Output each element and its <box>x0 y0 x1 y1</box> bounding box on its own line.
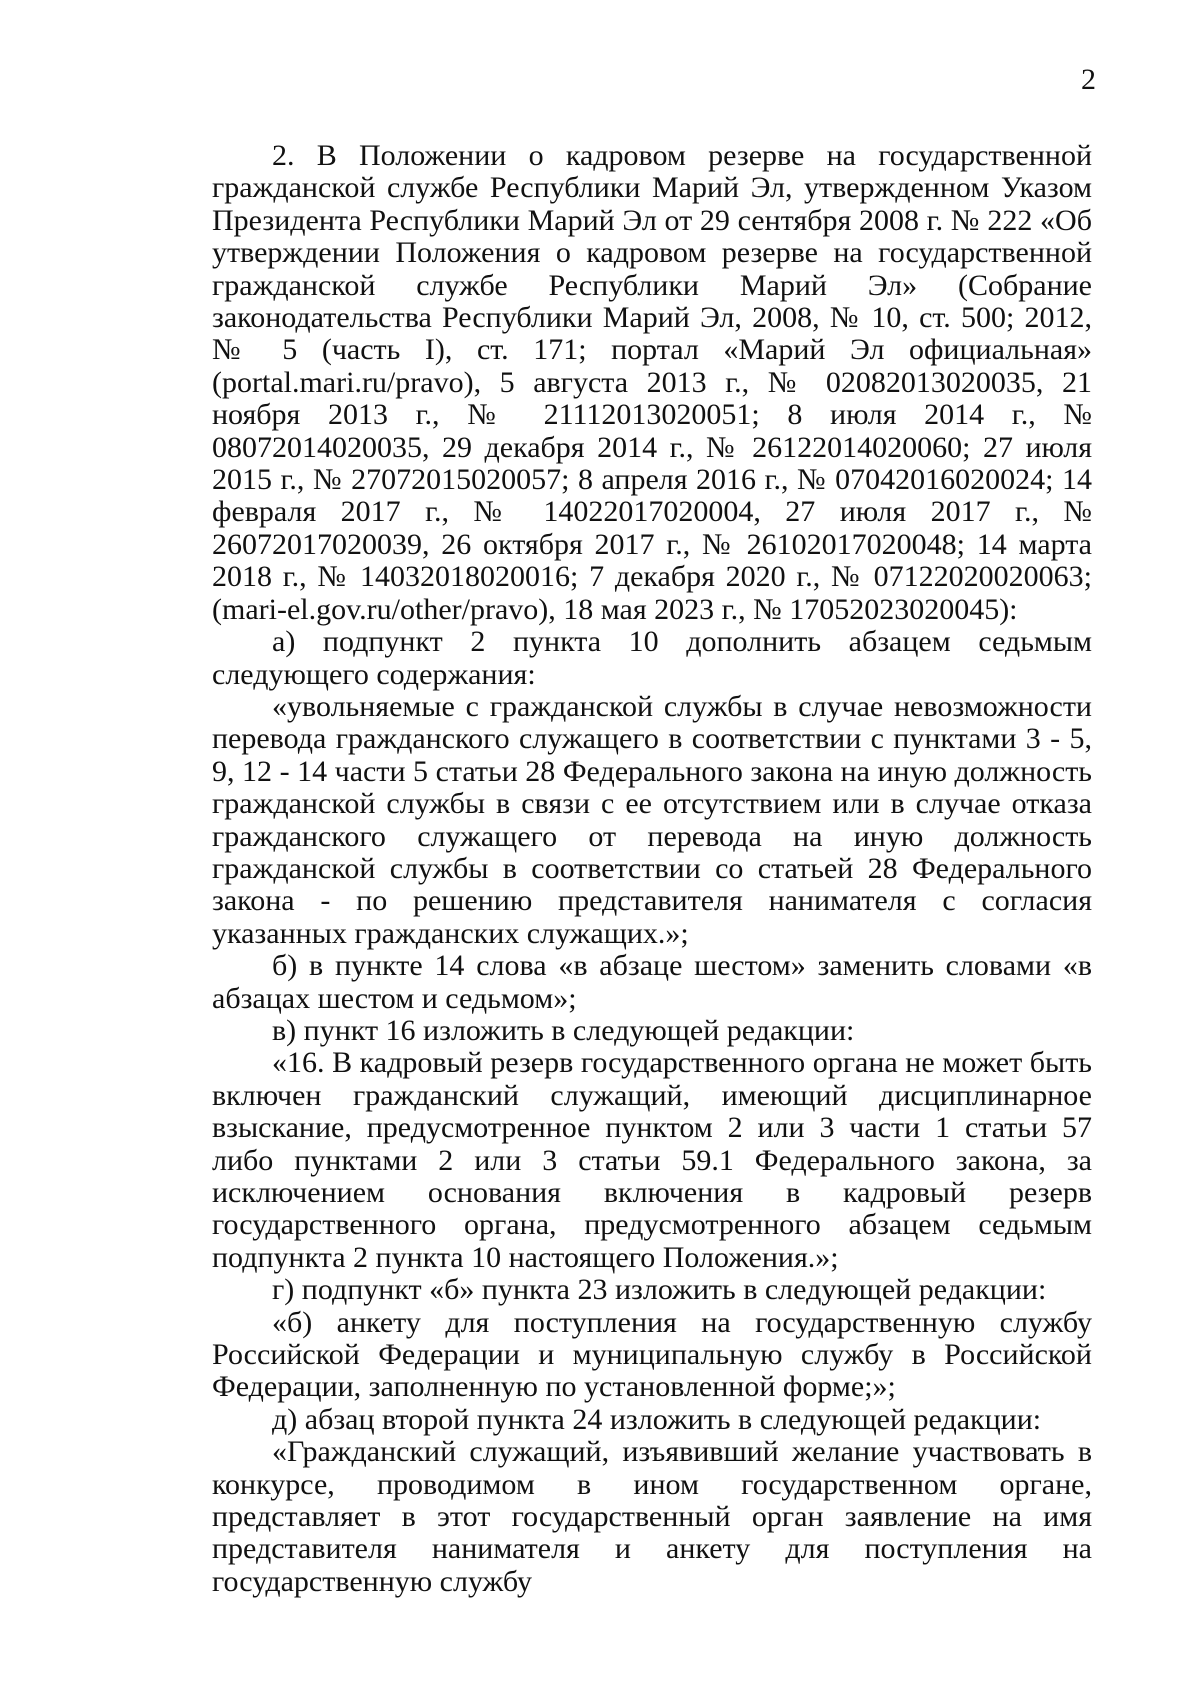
paragraph-subitem-v: в) пункт 16 изложить в следующей редакции: <box>272 1013 855 1047</box>
paragraph-subitem-a: а) подпункт 2 пункта 10 дополнить абзацем седьмым следующего содержания: <box>212 625 1092 691</box>
document-body <box>212 140 1092 1598</box>
paragraph-quote-competition: «Гражданский служащий, изъявивший желание участвовать в конкурсе, проводимом в ином государственном органе, представляет в этот государственный орган заявление на имя представителя нанимателя и анкету для поступления на государственную службу <box>212 1435 1092 1598</box>
paragraph-subitem-g: г) подпункт «б» пункта 23 изложить в следующей редакции: <box>272 1273 1047 1307</box>
paragraph-subitem-d: д) абзац второй пункта 24 изложить в следующей редакции: <box>272 1402 1042 1436</box>
paragraph-main-amendment: 2. В Положении о кадровом резерве на государственной гражданской службе Республики Марий Эл, утвержденном Указом Президента Республики Марий Эл от 29 сентября 2008 г. № 222 «Об утверждении Положения о кадровом резерве на государственной гражданской службе Республики Марий Эл» (Собрание законодательства Республики Марий Эл, 2008, № 10, ст. 500; 2012, № 5 (часть I), ст. 171; портал «Марий Эл официальная» (portal.mari.ru/pravo), 5 августа 2013 г., № 02082013020035, 21 ноября 2013 г., № 21112013020051; 8 июля 2014 г., № 08072014020035, 29 декабря 2014 г., № 26122014020060; 27 июля 2015 г., № 27072015020057; 8 апреля 2016 г., № 07042016020024; 14 февраля 2017 г., № 14022017020004, 27 июля 2017 г., № 26072017020039, 26 октября 2017 г., № 26102017020048; 14 марта 2018 г., № 14032018020016; 7 декабря 2020 г., № 07122020020063; (mari-el.gov.ru/other/pravo), 18 мая 2023 г., № 17052023020045): <box>212 139 1092 626</box>
page-number: 2 <box>1081 63 1096 96</box>
paragraph-subitem-b: б) в пункте 14 слова «в абзаце шестом» заменить словами «в абзацах шестом и седьмом»; <box>212 949 1092 1015</box>
paragraph-quote-item-16: «16. В кадровый резерв государственного органа не может быть включен гражданский служащий, имеющий дисциплинарное взыскание, предусмотренное пунктом 2 или 3 части 1 статьи 57 либо пунктами 2 или 3 статьи 59.1 Федерального закона, за исключением основания включения в кадровый резерв государственного органа, предусмотренного абзацем седьмым подпункта 2 пункта 10 настоящего Положения.»; <box>212 1046 1092 1274</box>
paragraph-quote-dismissed: «увольняемые с гражданской службы в случае невозможности перевода гражданского служащего в соответствии с пунктами 3 - 5, 9, 12 - 14 части 5 статьи 28 Федерального закона на иную должность гражданской службы в связи с ее отсутствием или в случае отказа гражданского служащего от перевода на иную должность гражданской службы в соответствии со статьей 28 Федерального закона - по решению представителя нанимателя с согласия указанных гражданских служащих.»; <box>212 689 1092 950</box>
paragraph-quote-questionnaire: «б) анкету для поступления на государственную службу Российской Федерации и муниципальную службу в Российской Федерации, заполненную по установленной форме;»; <box>212 1305 1092 1404</box>
